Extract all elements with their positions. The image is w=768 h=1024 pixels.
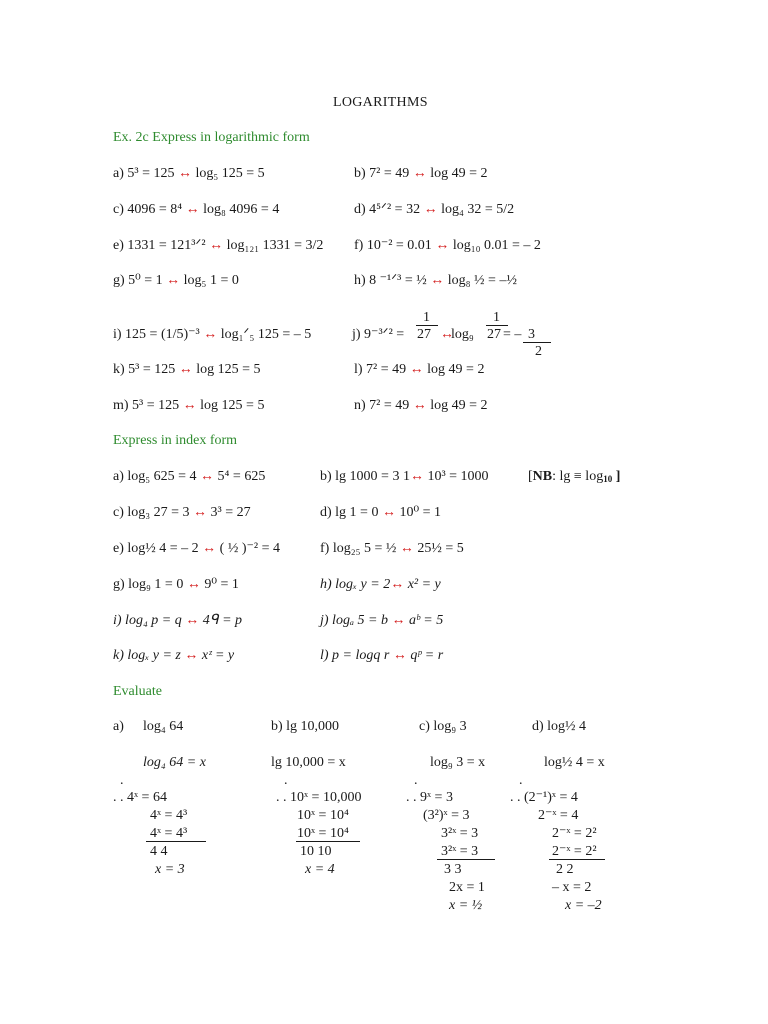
eval-c-step: 3²ˣ = 3 bbox=[441, 826, 479, 841]
index-item-h: h) logₓ y = 2↔ x² = y bbox=[320, 577, 441, 592]
index-item-d: d) lg 1 = 0 ↔ 10⁰ = 1 bbox=[320, 505, 441, 520]
eval-c-dot: . bbox=[414, 773, 418, 788]
item-a: a) 5³ = 125 ↔ log₅ 125 = 5 bbox=[113, 166, 265, 181]
item-j-num3: 3 bbox=[528, 327, 535, 342]
index-item-e: e) log½ 4 = – 2 ↔ ( ½ )⁻² = 4 bbox=[113, 541, 280, 556]
page-title: LOGARITHMS bbox=[333, 95, 428, 110]
eval-a-fraction-bar bbox=[146, 841, 206, 842]
index-item-f: f) log₂₅ 5 = ½ ↔ 25½ = 5 bbox=[320, 541, 464, 556]
eval-b-step: 10ˣ = 10⁴ bbox=[297, 808, 349, 823]
eval-b-dot: . bbox=[284, 773, 288, 788]
item-j-tail: = – bbox=[503, 327, 522, 342]
eval-c-fraction-bar bbox=[437, 859, 495, 860]
section-heading-logarithmic: Ex. 2c Express in logarithmic form bbox=[113, 130, 310, 145]
eval-d-dot: . bbox=[519, 773, 523, 788]
eval-d-step: x = –2 bbox=[565, 898, 602, 913]
eval-a-step: log₄ 64 = x bbox=[143, 755, 206, 770]
eval-a-question: log₄ 64 bbox=[143, 719, 184, 734]
item-j-den2: 27 bbox=[487, 327, 501, 342]
eval-b-step: . . 10ˣ = 10,000 bbox=[276, 790, 362, 805]
eval-b-step: x = 4 bbox=[305, 862, 335, 877]
eval-d-step: 2⁻ˣ = 4 bbox=[538, 808, 579, 823]
eval-c-step: . . 9ˣ = 3 bbox=[406, 790, 453, 805]
eval-d-step: – x = 2 bbox=[552, 880, 592, 895]
eval-c-step: (3²)ˣ = 3 bbox=[423, 808, 470, 823]
eval-d-step: . . (2⁻¹)ˣ = 4 bbox=[510, 790, 578, 805]
index-item-i: i) log₄ p = q ↔ 4ᑫ = p bbox=[113, 613, 243, 628]
item-e: e) 1331 = 121³ᐟ² ↔ log₁₂₁ 1331 = 3/2 bbox=[113, 238, 324, 253]
item-j-num1: 1 bbox=[423, 310, 430, 325]
eval-d-step: log½ 4 = x bbox=[544, 755, 605, 770]
item-h: h) 8 ⁻¹ᐟ³ = ½ ↔ log₈ ½ = –½ bbox=[354, 273, 517, 288]
eval-a-label: a) bbox=[113, 719, 124, 734]
eval-c-step: log₉ 3 = x bbox=[430, 755, 486, 770]
eval-d-question: d) log½ 4 bbox=[532, 719, 587, 734]
item-j-den1: 27 bbox=[417, 327, 431, 342]
item-m: m) 5³ = 125 ↔ log 125 = 5 bbox=[113, 398, 265, 413]
item-l: l) 7² = 49 ↔ log 49 = 2 bbox=[354, 362, 485, 377]
item-f: f) 10⁻² = 0.01 ↔ log₁₀ 0.01 = – 2 bbox=[354, 238, 541, 253]
eval-c-step: 3 3 bbox=[444, 862, 462, 877]
item-j-left: j) 9⁻³ᐟ² = bbox=[352, 327, 405, 342]
eval-a-step: 4ˣ = 4³ bbox=[150, 826, 188, 841]
item-b: b) 7² = 49 ↔ log 49 = 2 bbox=[354, 166, 488, 181]
eval-c-step: x = ½ bbox=[449, 898, 483, 913]
eval-c-question: c) log₉ 3 bbox=[419, 719, 467, 734]
eval-c-step: 2x = 1 bbox=[449, 880, 485, 895]
item-j-num2: 1 bbox=[493, 310, 500, 325]
index-item-c: c) log₃ 27 = 3 ↔ 3³ = 27 bbox=[113, 505, 251, 520]
item-g: g) 5⁰ = 1 ↔ log₅ 1 = 0 bbox=[113, 273, 239, 288]
eval-a-step: . . 4ˣ = 64 bbox=[113, 790, 167, 805]
eval-d-step: 2⁻ˣ = 2² bbox=[552, 844, 597, 859]
item-n: n) 7² = 49 ↔ log 49 = 2 bbox=[354, 398, 488, 413]
item-j-mid: log₉ bbox=[451, 327, 474, 342]
eval-b-fraction-bar bbox=[296, 841, 360, 842]
item-d: d) 4⁵ᐟ² = 32 ↔ log₄ 32 = 5/2 bbox=[354, 202, 515, 217]
item-j-arrow: ↔ bbox=[440, 327, 454, 342]
item-k: k) 5³ = 125 ↔ log 125 = 5 bbox=[113, 362, 261, 377]
eval-d-step: 2⁻ˣ = 2² bbox=[552, 826, 597, 841]
item-j-bar2 bbox=[486, 325, 508, 326]
index-item-b: b) lg 1000 = 3 1↔ 10³ = 1000 bbox=[320, 469, 489, 484]
eval-a-step: x = 3 bbox=[155, 862, 185, 877]
eval-b-step: 10ˣ = 10⁴ bbox=[297, 826, 349, 841]
eval-a-dot: . bbox=[120, 773, 124, 788]
section-heading-evaluate: Evaluate bbox=[113, 684, 162, 699]
eval-a-step: 4 4 bbox=[150, 844, 168, 859]
item-j-bar3 bbox=[523, 342, 551, 343]
item-c: c) 4096 = 8⁴ ↔ log₈ 4096 = 4 bbox=[113, 202, 280, 217]
section-heading-index: Express in index form bbox=[113, 433, 238, 448]
nb-note: [NB: lg ≡ log10 ] bbox=[528, 469, 621, 484]
eval-d-fraction-bar bbox=[549, 859, 605, 860]
item-i: i) 125 = (1/5)⁻³ ↔ log₁ᐟ₅ 125 = – 5 bbox=[113, 327, 312, 342]
eval-b-step: lg 10,000 = x bbox=[271, 755, 346, 770]
eval-d-step: 2 2 bbox=[556, 862, 574, 877]
index-item-k: k) logₓ y = z ↔ xᶻ = y bbox=[113, 648, 235, 663]
index-item-j: j) logₐ 5 = b ↔ aᵇ = 5 bbox=[320, 613, 444, 628]
eval-c-step: 3²ˣ = 3 bbox=[441, 844, 479, 859]
item-j-den3: 2 bbox=[535, 344, 542, 359]
eval-a-step: 4ˣ = 4³ bbox=[150, 808, 188, 823]
index-item-l: l) p = logq r ↔ qᵖ = r bbox=[320, 648, 444, 663]
eval-b-step: 10 10 bbox=[300, 844, 332, 859]
index-item-a: a) log₅ 625 = 4 ↔ 5⁴ = 625 bbox=[113, 469, 266, 484]
eval-b-question: b) lg 10,000 bbox=[271, 719, 340, 734]
index-item-g: g) log₉ 1 = 0 ↔ 9⁰ = 1 bbox=[113, 577, 239, 592]
item-j-bar1 bbox=[416, 325, 438, 326]
